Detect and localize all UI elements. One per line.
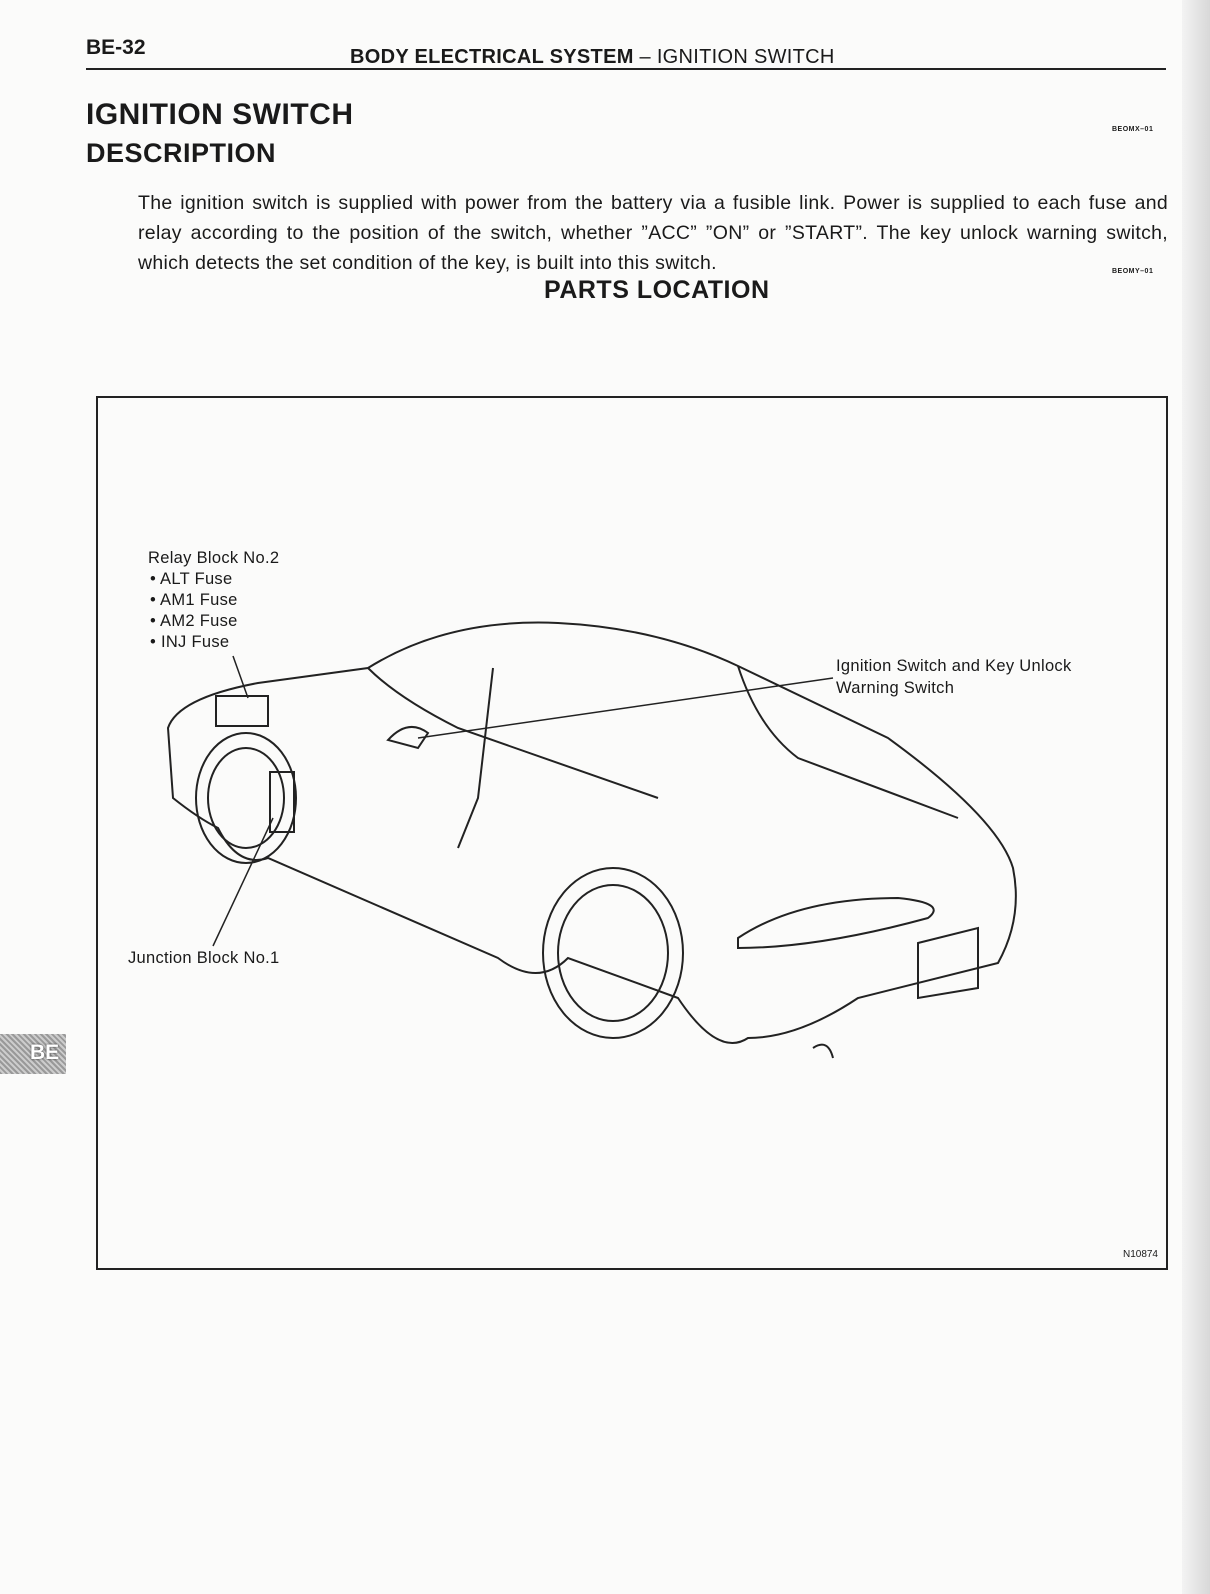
section-tab <box>0 1034 66 1074</box>
warning-switch-label: Warning Switch <box>836 679 955 697</box>
description-heading: DESCRIPTION <box>86 138 277 168</box>
section-tab-label: BE <box>30 1041 60 1064</box>
header-rule <box>86 68 1166 70</box>
relay-block-label: Relay Block No.2 <box>148 549 280 567</box>
page-number: BE-32 <box>86 36 146 59</box>
inj-fuse-label: • INJ Fuse <box>150 633 230 651</box>
section-title: BODY ELECTRICAL SYSTEM <box>350 46 634 68</box>
parts-location-figure <box>96 396 1168 1270</box>
car-illustration <box>98 398 1166 1268</box>
am2-fuse-label: • AM2 Fuse <box>150 612 238 630</box>
alt-fuse-label: • ALT Fuse <box>150 570 233 588</box>
description-text: The ignition switch is supplied with power from the battery via a fusible link. Power is supplied to each fuse and relay according to the position of the switch, whether ”ACC” ”ON” or ”START”. The key unlock warning switch, which detects the set condition of the key, is built into this switch. <box>138 192 1168 274</box>
running-header <box>350 46 835 69</box>
junction-block-label: Junction Block No.1 <box>128 949 280 967</box>
header-separator: – <box>633 46 657 68</box>
description-code: BEOMX–01 <box>1112 126 1154 133</box>
page-title: IGNITION SWITCH <box>86 98 354 131</box>
parts-location-code: BEOMY–01 <box>1112 268 1154 275</box>
subsection-title: IGNITION SWITCH <box>656 46 835 68</box>
parts-location-heading: PARTS LOCATION <box>544 276 770 304</box>
ignition-switch-label: Ignition Switch and Key Unlock <box>836 657 1072 675</box>
am1-fuse-label: • AM1 Fuse <box>150 591 238 609</box>
figure-id: N10874 <box>1122 1249 1158 1260</box>
page-edge-shadow <box>1182 0 1210 1594</box>
